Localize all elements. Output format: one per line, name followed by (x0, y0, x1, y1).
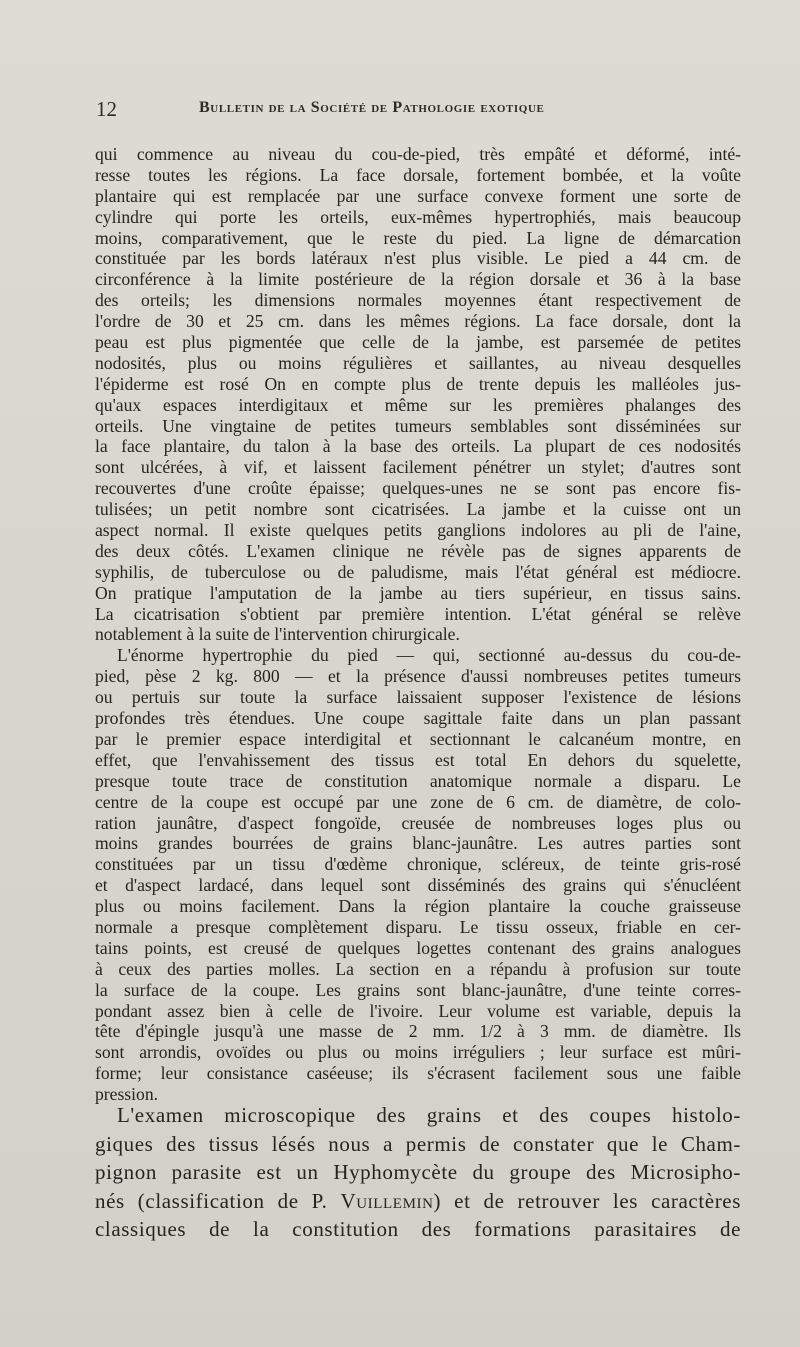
text-line: aspect normal. Il existe quelques petits ganglions indolores au pli de l'aine, (95, 520, 741, 541)
text-line: pignon parasite est un Hyphomycète du groupe des Microsipho- (95, 1160, 741, 1185)
text-line: L'examen microscopique des grains et des coupes histolo- (117, 1103, 741, 1127)
text-line: constituées par un tissu d'œdème chronique, scléreux, de teinte gris-rosé (95, 854, 741, 875)
text-line: circonférence à la limite postérieure de la région dorsale et 36 à la base (95, 269, 741, 290)
text-line: On pratique l'amputation de la jambe au tiers supérieur, en tissus sains. (95, 582, 741, 603)
text-line: peau est plus pigmentée que celle de la jambe, est parsemée de petites (95, 332, 741, 353)
text-line: des orteils; les dimensions normales moyennes étant respectivement de (95, 290, 741, 311)
text-line: normale a presque complètement disparu. Le tissu osseux, friable en cer- (95, 916, 741, 937)
text-line: moins grandes bourrées de grains blanc-jaunâtre. Les autres parties sont (95, 833, 741, 854)
text-line: sont arrondis, ovoïdes ou plus ou moins irréguliers ; leur surface est mûri- (95, 1042, 741, 1063)
text-line: tains points, est creusé de quelques logettes contenant des grains analogues (95, 937, 741, 958)
paragraph-microscopic-exam (95, 1101, 741, 1244)
text-line: classiques de la constitution des formations parasitaires de (95, 1217, 741, 1242)
text-line: tête d'épingle jusqu'à une masse de 2 mm. 1/2 à 3 mm. de diamètre. Ils (95, 1021, 741, 1042)
text-line: la face plantaire, du talon à la base des orteils. La plupart de ces nodosités (95, 436, 741, 457)
text-line: plus ou moins facilement. Dans la région plantaire la couche graisseuse (95, 896, 741, 917)
text-line: L'énorme hypertrophie du pied — qui, sectionné au-dessus du cou-de- (117, 645, 741, 666)
text-line: syphilis, de tuberculose ou de paludisme, mais l'état général est médiocre. (95, 561, 741, 582)
text-line: cylindre qui porte les orteils, eux-mêmes hypertrophiés, mais beaucoup (95, 206, 741, 227)
text-line: giques des tissus lésés nous a permis de constater que le Cham- (95, 1131, 741, 1156)
text-line: constituée par les bords latéraux n'est plus visible. Le pied a 44 cm. de (95, 248, 741, 269)
author-name: Vuillemin (340, 1188, 434, 1213)
paragraph-case-description (95, 144, 741, 645)
text-line: ration jaunâtre, d'aspect fongoïde, creusée de nombreuses loges plus ou (95, 812, 741, 833)
text-line: profondes très étendues. Une coupe sagittale faite dans un plan passant (95, 708, 741, 729)
text-line: nodosités, plus ou moins régulières et saillantes, au niveau desquelles (95, 352, 741, 373)
text-line: qu'aux espaces interdigitaux et même sur les premières phalanges des (95, 394, 741, 415)
text-line (95, 1187, 741, 1216)
paragraph-lesion-description (95, 645, 741, 1105)
text-fragment: ) et de retrouver les caractères (433, 1188, 741, 1213)
text-line: sont ulcérées, à vif, et laissent facilement pénétrer un stylet; d'autres sont (95, 457, 741, 478)
running-title: Bulletin de la Société de Pathologie exotique (199, 99, 545, 116)
text-line: recouvertes d'une croûte épaisse; quelques-unes ne se sont pas encore fis- (95, 478, 741, 499)
page-header (96, 96, 708, 126)
text-line: la surface de la coupe. Les grains sont blanc-jaunâtre, d'une teinte corres- (95, 979, 741, 1000)
text-line: des deux côtés. L'examen clinique ne révèle pas de signes apparents de (95, 540, 741, 561)
text-line: centre de la coupe est occupé par une zone de 6 cm. de diamètre, de colo- (95, 791, 741, 812)
text-line: l'ordre de 30 et 25 cm. dans les mêmes régions. La face dorsale, dont la (95, 311, 741, 332)
text-line: ou pertuis sur toute la surface laissaient supposer l'existence de lésions (95, 687, 741, 708)
text-line: effet, que l'envahissement des tissus est total En dehors du squelette, (95, 749, 741, 770)
body-text (95, 144, 741, 1105)
text-line: orteils. Une vingtaine de petites tumeurs semblables sont disséminées sur (95, 415, 741, 436)
text-line: et d'aspect lardacé, dans lequel sont disséminés des grains qui s'énucléent (95, 875, 741, 896)
text-line: l'épiderme est rosé On en compte plus de trente depuis les malléoles jus- (95, 373, 741, 394)
text-line: pondant assez bien à celle de l'ivoire. Leur volume est variable, depuis la (95, 1000, 741, 1021)
text-line: resse toutes les régions. La face dorsale, fortement bombée, et la voûte (95, 164, 741, 185)
text-line: pression. (95, 1084, 159, 1105)
text-line: à ceux des parties molles. La section en a répandu à profusion sur toute (95, 958, 741, 979)
text-fragment: nés (classification de P. (95, 1188, 341, 1213)
text-line: par le premier espace interdigital et sectionnant le calcanéum montre, en (95, 728, 741, 749)
text-line: qui commence au niveau du cou-de-pied, très empâté et déformé, inté- (95, 144, 741, 164)
text-line: tulisées; un petit nombre sont cicatrisées. La jambe et la cuisse ont un (95, 499, 741, 520)
text-line: moins, comparativement, que le reste du pied. La ligne de démarcation (95, 227, 741, 248)
text-line: presque toute trace de constitution anatomique normale a disparu. Le (95, 770, 741, 791)
text-line: forme; leur consistance caséeuse; ils s'écrasent facilement sous une faible (95, 1063, 741, 1084)
page-number: 12 (96, 97, 117, 121)
text-line: pied, pèse 2 kg. 800 — et la présence d'aussi nombreuses petites tumeurs (95, 666, 741, 687)
text-line: La cicatrisation s'obtient par première intention. L'état général se relève (95, 603, 741, 624)
text-line: notablement à la suite de l'intervention chirurgicale. (95, 624, 460, 645)
text-line: plantaire qui est remplacée par une surface convexe forment une sorte de (95, 185, 741, 206)
